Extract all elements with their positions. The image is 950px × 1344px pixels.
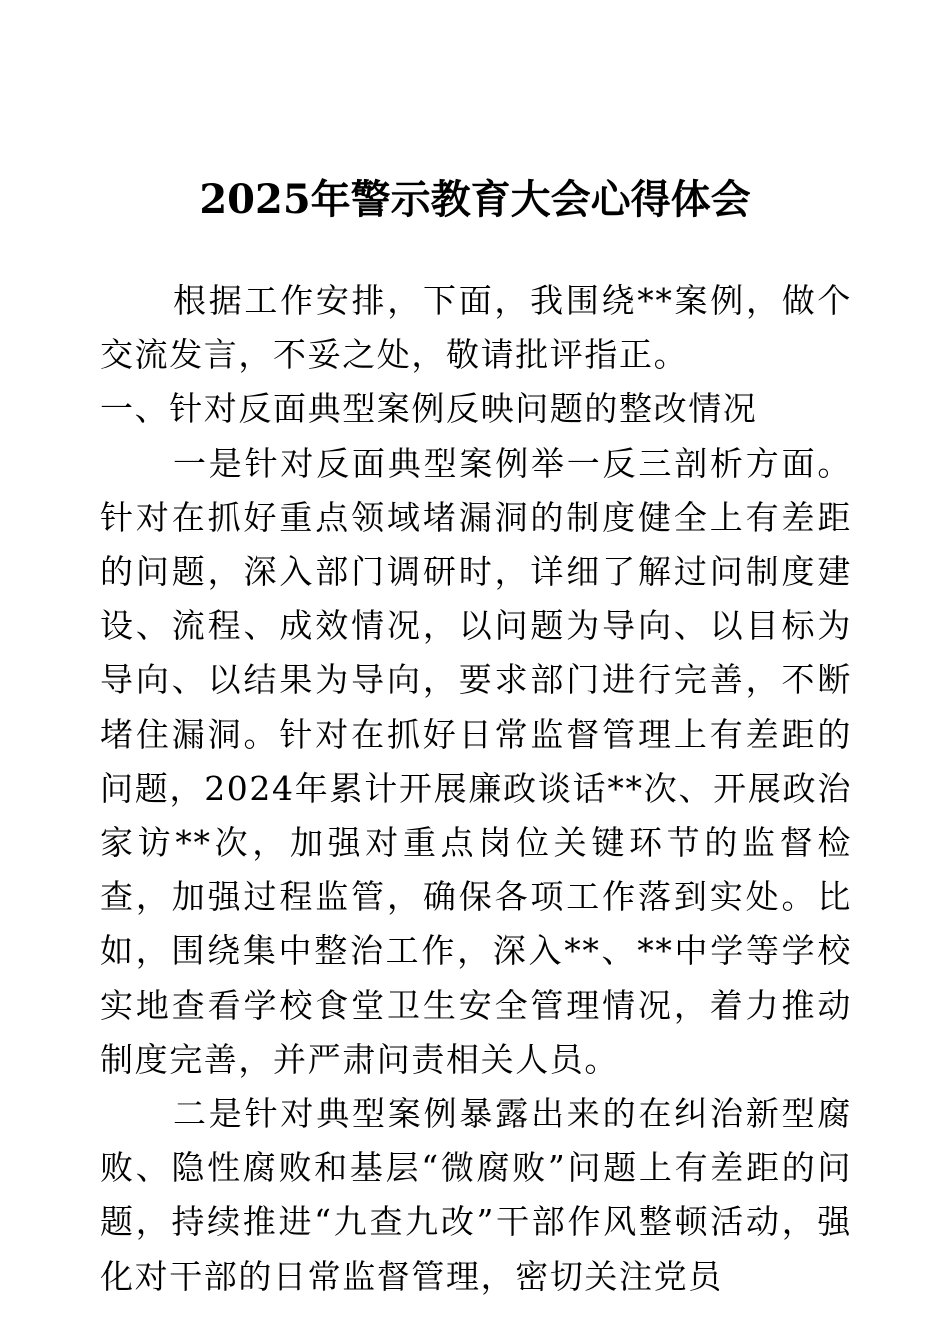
section-heading-1: 一、针对反面典型案例反映问题的整改情况	[100, 389, 758, 429]
paragraph-point-1: 一是针对反面典型案例举一反三剖析方面。针对在抓好重点领域堵漏洞的制度健全上有差距的问题，深入部门调研时，详细了解过问制度建设、流程、成效情况，以问题为导向、以目标为导向、以结果为导向，要求部门进行完善，不断堵住漏洞。针对在抓好日常监督管理上有差距的问题，2024年累计开展廉政谈话**次、开展政治家访**次，加强对重点岗位关键环节的监督检查，加强过程监管，确保各项工作落到实处。比如，围绕集中整治工作，深入**、**中学等学校实地查看学校食堂卫生安全管理情况，着力推动制度完善，并严肃问责相关人员。	[100, 443, 852, 1079]
paragraph-intro: 根据工作安排，下面，我围绕**案例，做个交流发言，不妥之处，敬请批评指正。	[100, 281, 852, 375]
paragraph-point-2: 二是针对典型案例暴露出来的在纠治新型腐败、隐性腐败和基层“微腐败”问题上有差距的问题，持续推进“九查九改”干部作风整顿活动，强化对干部的日常监督管理，密切关注党员	[100, 1094, 852, 1296]
document-body	[100, 274, 852, 1304]
document-title: 2025年警示教育大会心得体会	[199, 176, 751, 223]
